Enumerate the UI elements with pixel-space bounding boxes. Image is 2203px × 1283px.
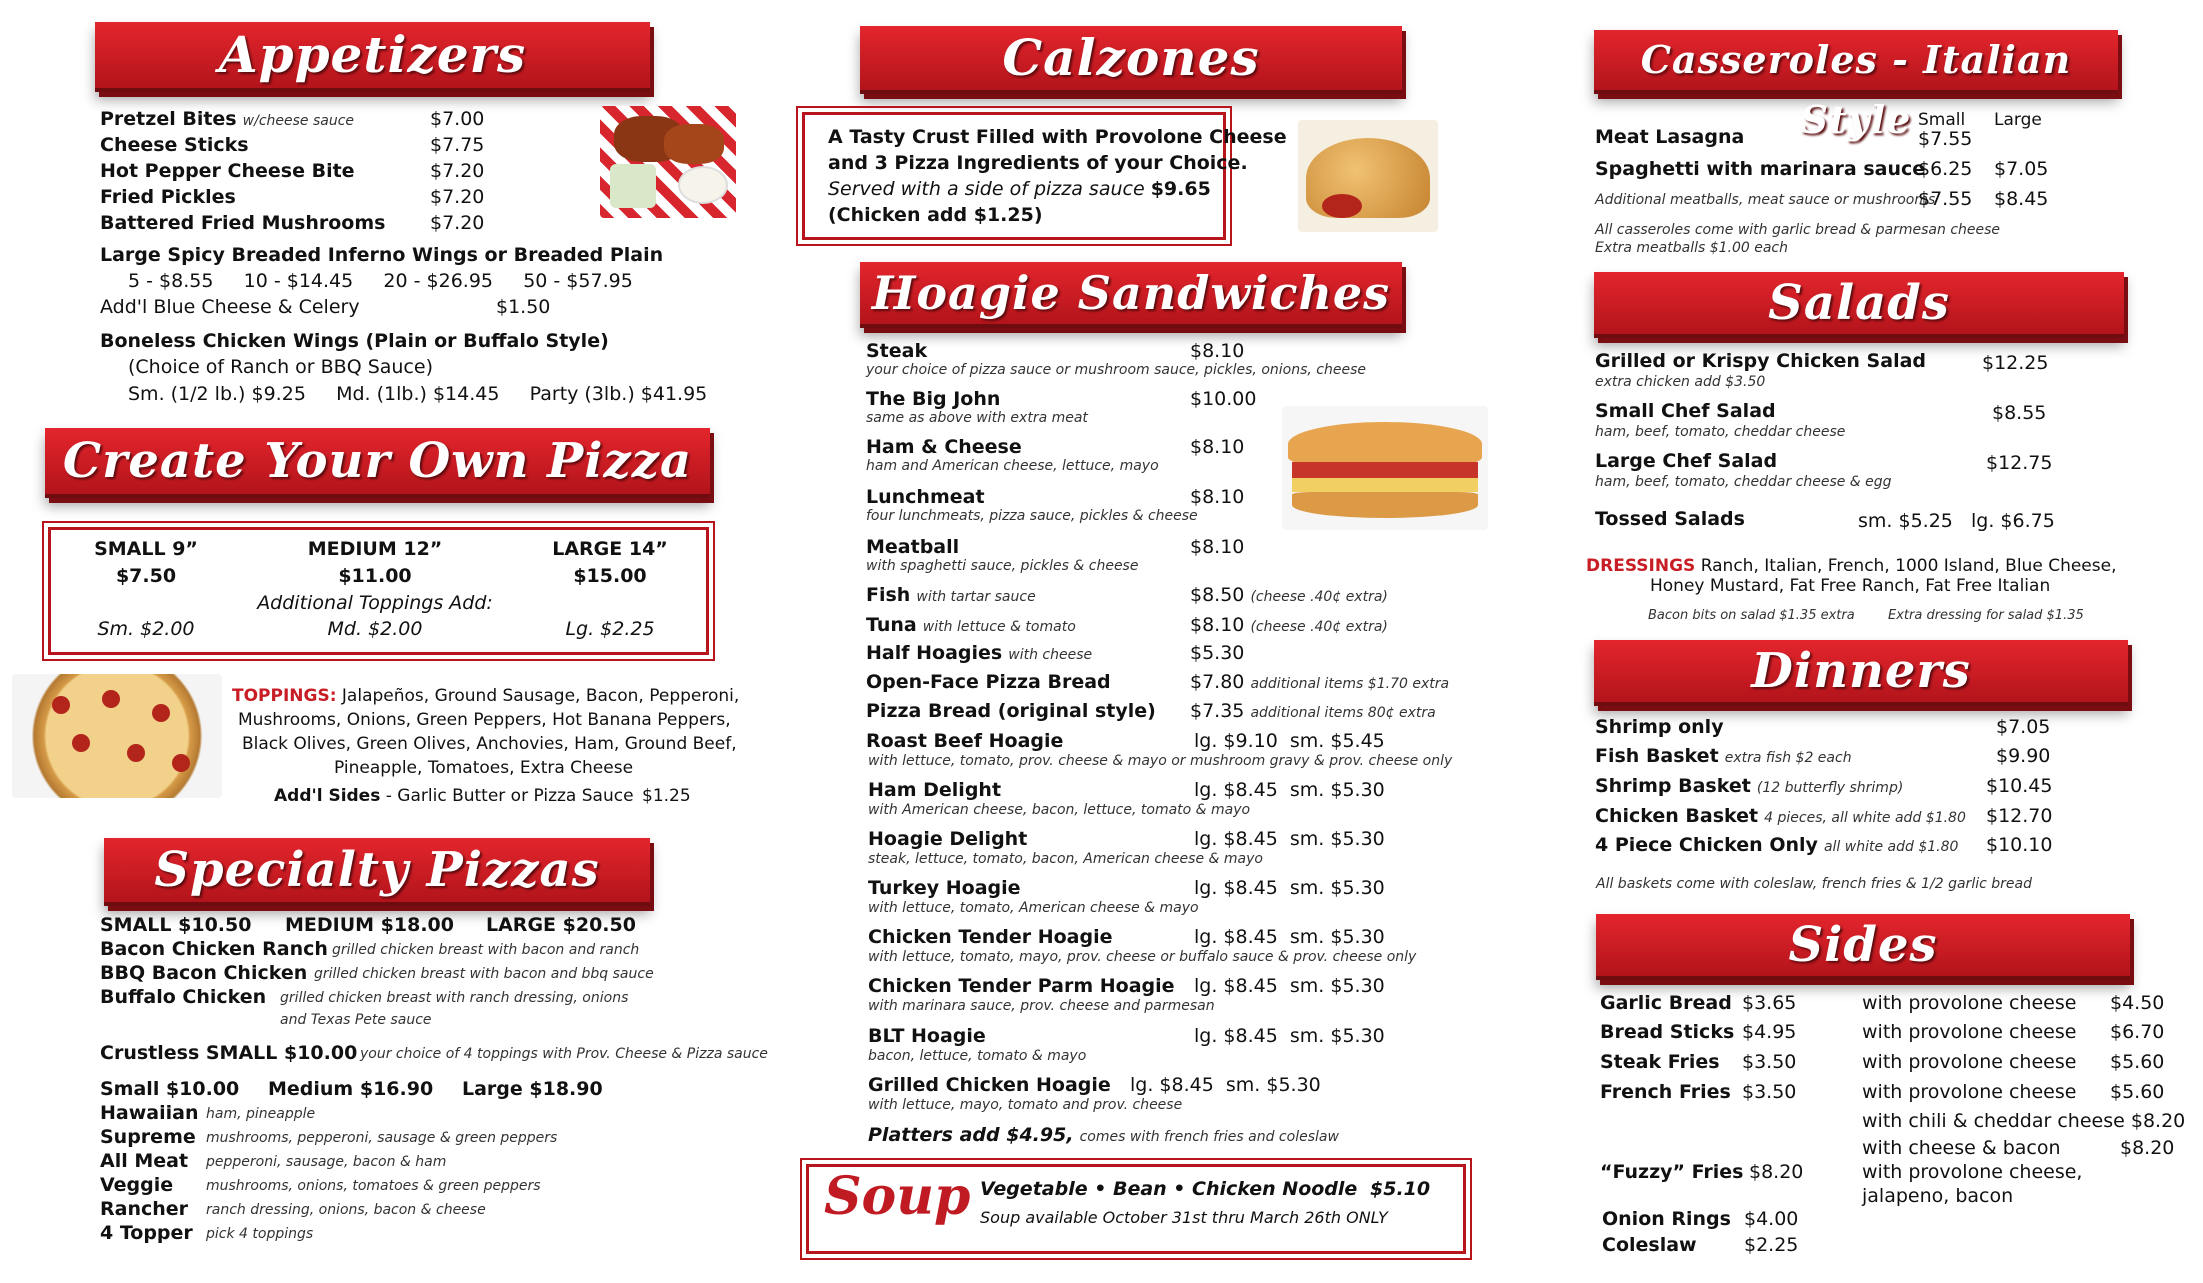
fuzzy-price: $8.20 [1749,1161,1804,1183]
hoagie-name: Turkey Hoagie [868,877,1021,899]
hoagie-price: lg. $8.45 sm. $5.30 [1194,926,1385,948]
specialty-name: Buffalo Chicken [100,986,267,1008]
appetizers-banner: Appetizers [95,22,650,92]
specialty-name: 4 Topper [100,1222,193,1244]
hoagie-single [866,700,1156,722]
side-price: $4.95 [1742,1021,1797,1043]
hoagie-desc: same as above with extra meat [866,410,1088,426]
dinner-name: Chicken Basket [1595,805,1759,827]
single-name: Tuna [866,614,917,636]
sides-banner: Sides [1596,914,2130,980]
dinner-name: Fish Basket [1595,745,1719,767]
single-extra: (cheese .40¢ extra) [1250,589,1388,605]
side-with: with provolone cheese [1862,1081,2077,1103]
hoagie-name: Meatball [866,536,960,558]
single-price [1190,671,1449,693]
hoagie-desc: ham and American cheese, lettuce, mayo [866,458,1159,474]
dinners-note: All baskets come with coleslaw, french fries & 1/2 garlic bread [1596,876,2032,892]
appetizer-item: Hot Pepper Cheese Bite [100,160,355,182]
single-note: with tartar sauce [916,589,1036,605]
dinner-name: Shrimp only [1595,716,1724,738]
onion-rings: Onion Rings [1602,1208,1731,1230]
specialty-desc: mushrooms, onions, tomatoes & green peppers [206,1178,541,1194]
wings-addon: Add'l Blue Cheese & Celery [100,296,360,318]
side-with: with provolone cheese [1862,1051,2077,1073]
toppings-line: Black Olives, Green Olives, Anchovies, Ham, Ground Beef, [242,734,737,754]
column-right [1500,0,2203,1283]
specialty-desc: mushrooms, pepperoni, sausage & green peppers [206,1130,558,1146]
crustless-desc: your choice of 4 toppings with Prov. Cheese & Pizza sauce [360,1046,768,1062]
hoagie-name: Hoagie Delight [868,828,1028,850]
onion-price: $4.00 [1744,1208,1799,1230]
dinner-item [1595,745,1852,767]
side-with-price: $4.50 [2110,992,2165,1014]
single-name: Half Hoagies [866,642,1003,664]
appetizer-item: Fried Pickles [100,186,236,208]
toppings-line: Mushrooms, Onions, Green Peppers, Hot Banana Peppers, [238,710,731,730]
casserole-name: Spaghetti with marinara sauce [1595,158,1926,180]
dressings-label: DRESSINGS [1586,556,1696,576]
hoagie-single [866,642,1092,664]
hoagie-desc: with lettuce, tomato, mayo, prov. cheese or buffalo sauce & prov. cheese only [868,949,1417,965]
single-extra: additional items $1.70 extra [1250,676,1450,692]
hoagie-price: $8.10 [1190,536,1245,558]
specialty-desc: grilled chicken breast with bacon and bbq sauce [314,966,654,982]
side-name: French Fries [1600,1081,1731,1103]
hoagie-single [866,671,1111,693]
calzones-banner: Calzones [860,26,1402,94]
platters [868,1124,1339,1146]
dinner-note: 4 pieces, all white add $1.80 [1764,810,1966,826]
hoagie-price: lg. $8.45 sm. $5.30 [1194,975,1385,997]
salad-name: Small Chef Salad [1595,400,1776,422]
boneless-choice: (Choice of Ranch or BBQ Sauce) [128,356,433,378]
col-small: Small [1918,110,1966,130]
side-price: $3.50 [1742,1051,1797,1073]
soup-price: $5.10 [1370,1178,1431,1200]
wings-photo [600,106,736,218]
platters-desc: comes with french fries and coleslaw [1079,1129,1339,1145]
single-price-value: $8.10 [1190,614,1245,636]
soup-note: Soup available October 31st thru March 26th ONLY [980,1208,1388,1227]
calzone-line1: A Tasty Crust Filled with Provolone Cheese [828,126,1287,148]
side-with-price: $5.60 [2110,1051,2165,1073]
toppings-line [232,686,739,706]
wings-prices: 5 - $8.55 10 - $14.45 20 - $26.95 50 - $57.95 [128,270,633,292]
appetizer-price: $7.00 [430,108,485,130]
hoagie-name: Steak [866,340,928,362]
hoagie-desc: bacon, lettuce, tomato & mayo [868,1048,1087,1064]
crustless: Crustless SMALL $10.00 [100,1042,358,1064]
create-pizza-banner: Create Your Own Pizza [45,428,710,498]
side-with-price: $6.70 [2110,1021,2165,1043]
dinner-price: $10.10 [1986,834,2053,856]
single-extra: (cheese .40¢ extra) [1250,619,1388,635]
soup-title: Soup [824,1166,971,1227]
salad-price: $8.55 [1992,402,2047,424]
dressings-line: Honey Mustard, Fat Free Ranch, Fat Free Italian [1650,576,2051,596]
salad-desc: extra chicken add $3.50 [1595,374,1766,390]
dinner-note: (12 butterfly shrimp) [1756,780,1904,796]
specialty-name: All Meat [100,1150,189,1172]
hoagie-name: Chicken Tender Parm Hoagie [868,975,1175,997]
hoagie-price: lg. $8.45 sm. $5.30 [1194,1025,1385,1047]
extra-dressing-note: Extra dressing for salad $1.35 [1888,608,2084,623]
single-name: Fish [866,584,911,606]
dinner-name: Shrimp Basket [1595,775,1751,797]
size-small-price: $7.50 [115,565,177,587]
hoagie-name: Ham Delight [868,779,1002,801]
hoagie-price: lg. $9.10 sm. $5.45 [1194,730,1385,752]
specialty-name: Veggie [100,1174,174,1196]
soup-varieties: Vegetable • Bean • Chicken Noodle [980,1178,1358,1200]
single-extra: additional items 80¢ extra [1250,705,1436,721]
sides-text: - Garlic Butter or Pizza Sauce [385,786,634,806]
specialty-desc: ranch dressing, onions, bacon & cheese [206,1202,486,1218]
toppings-add: Additional Toppings Add: [257,592,493,614]
item-note: w/cheese sauce [242,113,355,129]
side-name: Garlic Bread [1600,992,1732,1014]
dinners-banner: Dinners [1594,640,2128,706]
side-name: Bread Sticks [1600,1021,1735,1043]
dinner-item [1595,805,1966,827]
size-large-label: LARGE 14” [552,538,668,560]
hoagie-name: BLT Hoagie [868,1025,986,1047]
hoagie-price: lg. $8.45 sm. $5.30 [1194,877,1385,899]
specialty-desc: grilled chicken breast with bacon and ranch [332,942,640,958]
casserole-small: $6.25 [1918,158,1973,180]
appetizer-item: Battered Fried Mushrooms [100,212,386,234]
dinner-name: 4 Piece Chicken Only [1595,834,1818,856]
single-price [1190,614,1388,636]
dinner-price: $7.05 [1996,716,2051,738]
addl-sides-price: $1.25 [642,786,691,806]
appetizer-price: $7.20 [430,212,485,234]
hoagie-price: $8.10 [1190,436,1245,458]
hoagie-desc: steak, lettuce, tomato, bacon, American cheese & mayo [868,851,1263,867]
casserole-large: $7.05 [1994,158,2049,180]
single-price [1190,700,1436,722]
single-name: Open-Face Pizza Bread [866,671,1111,693]
hoagie-desc: four lunchmeats, pizza sauce, pickles & cheese [866,508,1198,524]
specialty-desc: pick 4 toppings [206,1226,314,1242]
tossed-salads: Tossed Salads [1595,508,1745,530]
hoagie-price: $10.00 [1190,388,1257,410]
single-note: with lettuce & tomato [922,619,1076,635]
hoagie-name: Chicken Tender Hoagie [868,926,1113,948]
single-note: with cheese [1008,647,1093,663]
single-name: Pizza Bread (original style) [866,700,1156,722]
toppings-text: Jalapeños, Ground Sausage, Bacon, Pepperoni, [341,686,740,706]
column-left [0,0,768,1283]
item-name: Pretzel Bites [100,108,237,130]
hoagie-price: $8.10 [1190,486,1245,508]
side-cheese-bacon-price: $8.20 [2120,1137,2175,1159]
specialty-desc: and Texas Pete sauce [280,1012,432,1028]
boneless-title [100,330,609,352]
appetizer-item: Cheese Sticks [100,134,249,156]
specialty-name: BBQ Bacon Chicken [100,962,308,984]
wings-title: Large Spicy Breaded Inferno Wings or Breaded Plain [100,244,664,266]
side-price: $3.50 [1742,1081,1797,1103]
wings-addon-price: $1.50 [496,296,551,318]
single-price-value: $8.50 [1190,584,1245,606]
casserole-note: All casseroles come with garlic bread & parmesan cheese [1595,222,2001,238]
dinner-price: $10.45 [1986,775,2053,797]
hoagie-single [866,584,1036,606]
calzone-photo [1298,120,1438,232]
hoagie-desc: your choice of pizza sauce or mushroom sauce, pickles, onions, cheese [866,362,1366,378]
appetizer-price: $7.20 [430,186,485,208]
bacon-note: Bacon bits on salad $1.35 extra [1648,608,1855,623]
casserole-addl-large: $8.45 [1994,188,2049,210]
casserole-addl-small: $7.55 [1918,188,1973,210]
salad-price: $12.25 [1982,352,2049,374]
casserole-addl: Additional meatballs, meat sauce or mushrooms [1595,192,1936,208]
specialty-size: Large $18.90 [462,1078,603,1100]
size-medium-price: $11.00 [338,565,412,587]
hoagies-banner: Hoagie Sandwiches [860,262,1402,328]
specialty-desc: pepperoni, sausage, bacon & ham [206,1154,447,1170]
hoagie-name: The Big John [866,388,1001,410]
casserole-name: Meat Lasagna [1595,126,1745,148]
single-price [1190,584,1388,606]
hoagie-price: lg. $8.45 sm. $5.30 [1130,1074,1321,1096]
hoagie-photo [1282,406,1488,530]
fuzzy-fries: “Fuzzy” Fries [1600,1161,1744,1183]
hoagie-name: Roast Beef Hoagie [866,730,1064,752]
specialty-name: Rancher [100,1198,189,1220]
specialty-banner: Specialty Pizzas [104,838,650,906]
boneless-name: Boneless Chicken Wings (Plain or Buffalo Style) [100,330,609,352]
hoagie-name: Ham & Cheese [866,436,1022,458]
side-name: Steak Fries [1600,1051,1720,1073]
sides-label: Add'l Sides [274,786,381,806]
pizza-photo [12,674,222,798]
dinner-note: extra fish $2 each [1724,750,1852,766]
specialty-name: Hawaiian [100,1102,199,1124]
specialty-size: Small $10.00 [100,1078,240,1100]
salad-desc: ham, beef, tomato, cheddar cheese [1595,424,1846,440]
appetizer-price: $7.75 [430,134,485,156]
hoagie-desc: with lettuce, tomato, prov. cheese & mayo or mushroom gravy & prov. cheese only [868,753,1453,769]
boneless-prices: Sm. (1/2 lb.) $9.25 Md. (1lb.) $14.45 Party (3lb.) $41.95 [128,383,708,405]
size-large-price: $15.00 [573,565,647,587]
hoagie-desc: with spaghetti sauce, pickles & cheese [866,558,1139,574]
column-middle [760,0,1500,1283]
size-large-topping: Lg. $2.25 [565,618,655,640]
single-price-value: $7.35 [1190,700,1245,722]
calzone-price: $9.65 [1150,178,1211,200]
hoagie-single [866,614,1076,636]
appetizer-price: $7.20 [430,160,485,182]
salad-name: Grilled or Krispy Chicken Salad [1595,350,1926,372]
specialty-size: SMALL $10.50 [100,914,252,936]
fuzzy-desc: with provolone cheese, [1862,1161,2083,1183]
toppings-label: TOPPINGS: [232,686,337,706]
addl-sides [274,786,634,806]
fuzzy-desc: jalapeno, bacon [1862,1185,2014,1207]
hoagie-desc: with lettuce, tomato, American cheese & mayo [868,900,1199,916]
casserole-small: $7.55 [1918,128,1973,150]
calzone-line3 [828,178,1211,200]
side-with-price: $5.60 [2110,1081,2165,1103]
appetizer-item [100,108,354,130]
col-large: Large [1994,110,2042,130]
hoagie-price: $8.10 [1190,340,1245,362]
salad-name: Large Chef Salad [1595,450,1778,472]
specialty-desc: grilled chicken breast with ranch dressing, onions [280,990,629,1006]
specialty-size: Medium $16.90 [268,1078,434,1100]
side-chili: with chili & cheddar cheese $8.20 [1862,1110,2186,1132]
calzone-served: Served with a side of pizza sauce [828,178,1145,200]
salads-banner: Salads [1594,272,2124,338]
side-with: with provolone cheese [1862,992,2077,1014]
hoagie-name: Grilled Chicken Hoagie [868,1074,1111,1096]
dressings-line [1586,556,2116,576]
calzone-line2: and 3 Pizza Ingredients of your Choice. [828,152,1248,174]
specialty-desc: ham, pineapple [206,1106,316,1122]
casserole-note: Extra meatballs $1.00 each [1595,240,1789,256]
dressings-text: Ranch, Italian, French, 1000 Island, Blue Cheese, [1700,556,2117,576]
specialty-name: Bacon Chicken Ranch [100,938,328,960]
platters-label: Platters add $4.95, [868,1124,1074,1146]
size-small-topping: Sm. $2.00 [97,618,195,640]
dinner-note: all white add $1.80 [1823,839,1959,855]
hoagie-price: lg. $8.45 sm. $5.30 [1194,779,1385,801]
specialty-size: MEDIUM $18.00 [285,914,454,936]
hoagie-desc: with American cheese, bacon, lettuce, tomato & mayo [868,802,1251,818]
single-price: $5.30 [1190,642,1245,664]
hoagie-desc: with marinara sauce, prov. cheese and parmesan [868,998,1215,1014]
size-medium-topping: Md. $2.00 [327,618,423,640]
hoagie-name: Lunchmeat [866,486,985,508]
hoagie-price: lg. $8.45 sm. $5.30 [1194,828,1385,850]
casseroles-banner: Casseroles - Italian Style [1594,30,2118,94]
coleslaw: Coleslaw [1602,1234,1697,1256]
side-with: with provolone cheese [1862,1021,2077,1043]
side-price: $3.65 [1742,992,1797,1014]
size-medium-label: MEDIUM 12” [307,538,443,560]
dinner-price: $9.90 [1996,745,2051,767]
side-cheese-bacon: with cheese & bacon [1862,1137,2061,1159]
size-small-label: SMALL 9” [94,538,198,560]
salad-desc: ham, beef, tomato, cheddar cheese & egg [1595,474,1892,490]
dinner-item [1595,834,1958,856]
specialty-name: Supreme [100,1126,196,1148]
dinner-item [1595,775,1903,797]
coleslaw-price: $2.25 [1744,1234,1799,1256]
calzone-line4: (Chicken add $1.25) [828,204,1043,226]
toppings-line: Pineapple, Tomatoes, Extra Cheese [334,758,634,778]
hoagie-desc: with lettuce, mayo, tomato and prov. cheese [868,1097,1183,1113]
specialty-size: LARGE $20.50 [486,914,636,936]
tossed-price: sm. $5.25 lg. $6.75 [1858,510,2055,532]
dinner-price: $12.70 [1986,805,2053,827]
salad-price: $12.75 [1986,452,2053,474]
single-price-value: $7.80 [1190,671,1245,693]
